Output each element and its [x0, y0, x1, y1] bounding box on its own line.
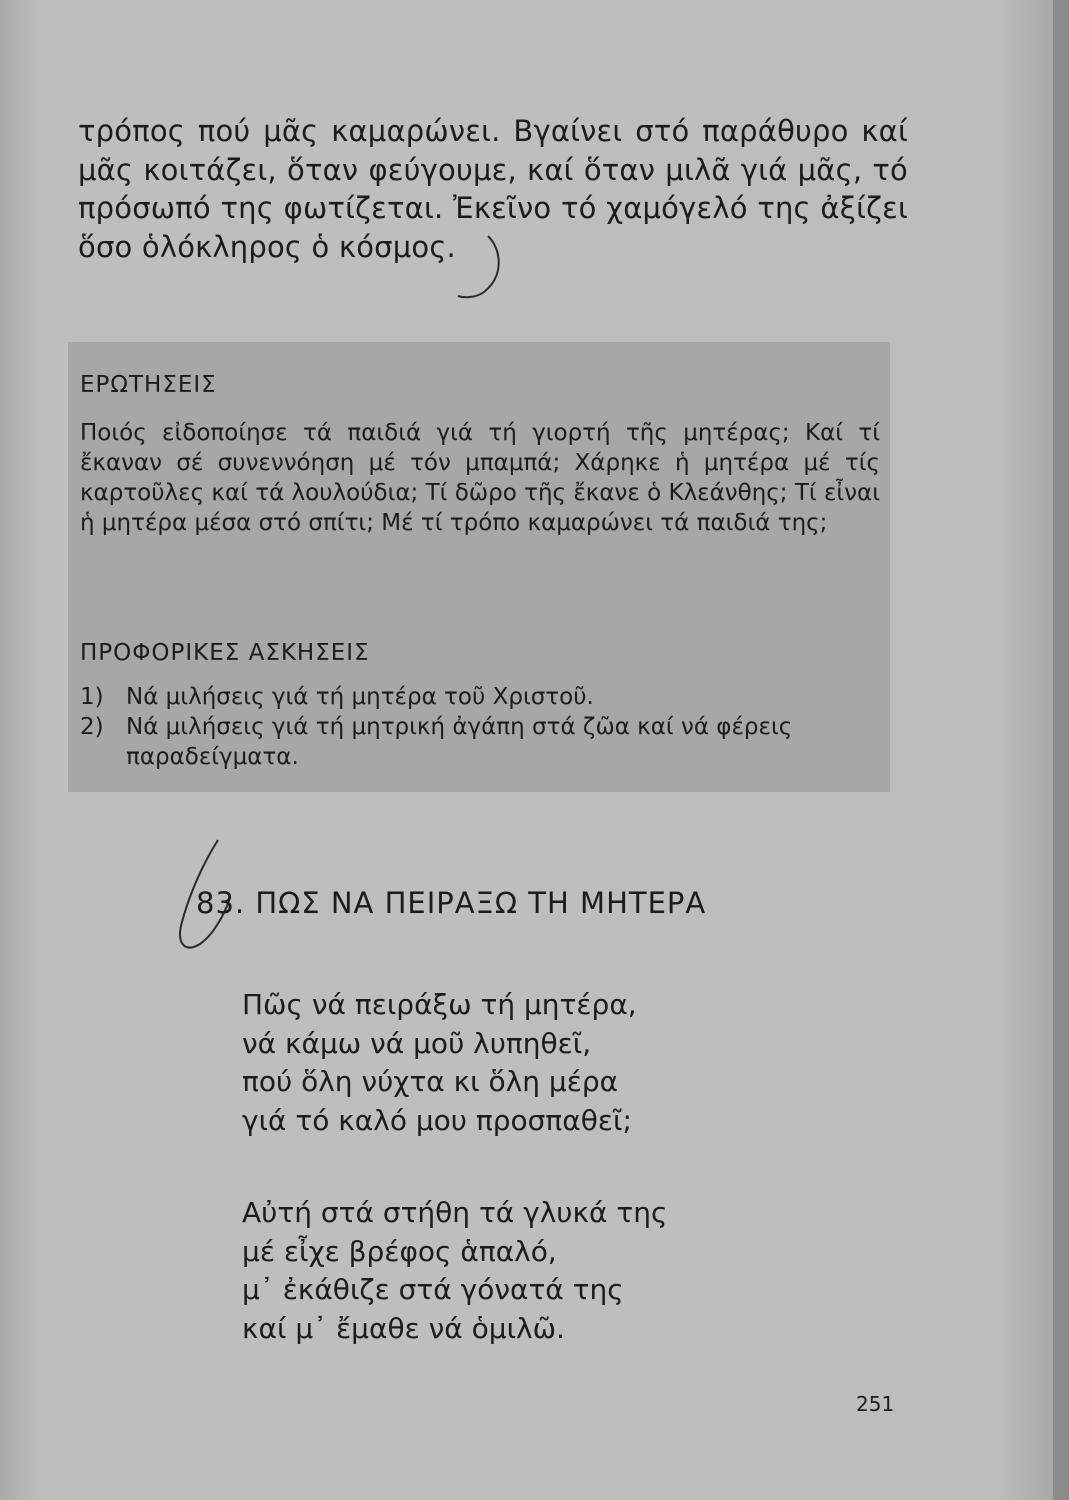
poem-stanza-1: [242, 986, 637, 1140]
pencil-bracket-mark: [440, 232, 520, 304]
poem-line: μέ εἶχε βρέφος ἁπαλό,: [242, 1234, 557, 1268]
poem-line: γιά τό καλό μου προσπαθεῖ;: [242, 1103, 632, 1137]
poem-stanza-2: [242, 1194, 667, 1348]
exercise-item: [80, 712, 880, 772]
exercise-text: Νά μιλήσεις γιά τή μητρική ἀγάπη στά ζῶα καί νά φέρεις παραδείγματα.: [126, 714, 793, 770]
exercise-text: Νά μιλήσεις γιά τή μητέρα τοῦ Χριστοῦ.: [126, 684, 594, 710]
poem-line: πού ὅλη νύχτα κι ὅλη μέρα: [242, 1065, 619, 1098]
poem-line: μ᾽ ἐκάθιζε στά γόνατά της: [242, 1273, 624, 1306]
exercises-heading: ΠΡΟΦΟΡΙΚΕΣ ΑΣΚΗΣΕΙΣ: [80, 640, 370, 666]
poem-line: νά κάμω νά μοῦ λυπηθεῖ,: [242, 1026, 592, 1060]
page-number: 251: [856, 1392, 895, 1416]
intro-text: τρόπος πού μᾶς καμαρώνει. Βγαίνει στό παράθυρο καί μᾶς κοιτάζει, ὅταν φεύγουμε, καί ὅταν μιλᾶ γιά μᾶς, τό πρόσωπό της φωτίζεται. Ἐκεῖνο τό χαμόγελό της ἀξίζει ὅσο ὁλόκληρος ὁ κόσμος.: [78, 114, 908, 264]
exercise-number: 1): [80, 684, 104, 710]
exercises-list: [80, 682, 880, 772]
questions-heading: ΕΡΩΤΗΣΕΙΣ: [80, 372, 217, 398]
questions-text: Ποιός εἰδοποίησε τά παιδιά γιά τή γιορτή τῆς μητέρας; Καί τί ἔκαναν σέ συνεννόηση μέ τόν μπαμπά; Χάρηκε ἡ μητέρα μέ τίς καρτοῦλες καί τά λουλούδια; Τί δῶρο τῆς ἔκανε ὁ Κλεάνθης; Τί εἶναι ἡ μητέρα μέσα στό σπίτι; Μέ τί τρόπο καμαρώνει τά παιδιά της;: [80, 420, 880, 536]
poem-line: Αὐτή στά στήθη τά γλυκά της: [242, 1196, 668, 1229]
chapter-title: 83. ΠΩΣ ΝΑ ΠΕΙΡΑΞΩ ΤΗ ΜΗΤΕΡΑ: [196, 886, 707, 920]
poem-line: Πῶς νά πειράξω τή μητέρα,: [242, 988, 637, 1021]
page-edge: [1053, 0, 1069, 1500]
poem-line: καί μ᾽ ἔμαθε νά ὁμιλῶ.: [242, 1311, 565, 1345]
questions-text-block: [80, 418, 880, 538]
exercise-number: 2): [80, 714, 104, 740]
exercise-item: [80, 682, 880, 712]
